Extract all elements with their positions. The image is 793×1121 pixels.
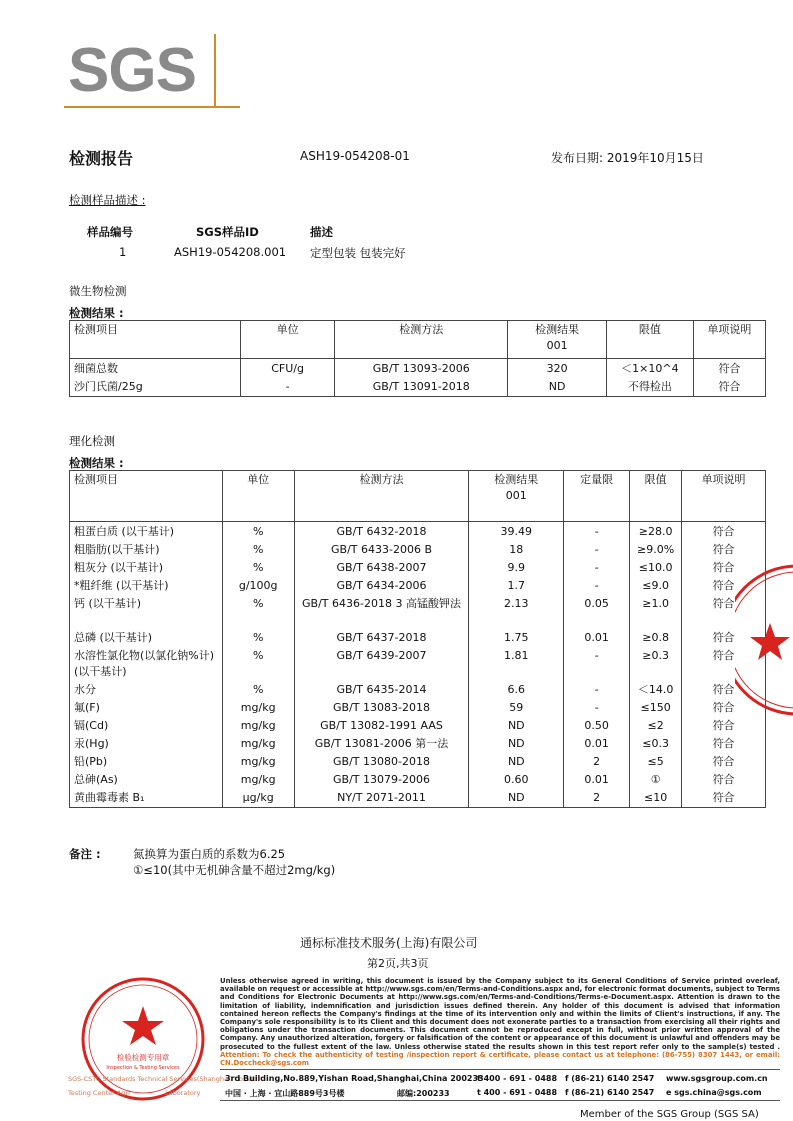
table-row: [70, 789, 766, 808]
table-cell: 1.75: [469, 629, 564, 647]
table-row: [70, 647, 766, 681]
col-header: 限值: [606, 321, 693, 359]
page-number: 第2页,共3页: [367, 957, 429, 970]
table-cell: ND: [469, 735, 564, 753]
table-cell: -: [564, 541, 630, 559]
report-number: ASH19-054208-01: [300, 149, 410, 163]
website: www.sgsgroup.com.cn: [666, 1074, 768, 1083]
table-cell: ND: [469, 753, 564, 771]
table-cell: 符合: [682, 771, 766, 789]
authenticity-attention: Attention: To check the authenticity of testing /inspection report & certificate, please contact us at telephone: (86-755) 8307 1443, or email: CN.Doccheck@sgs.com: [220, 1050, 780, 1068]
table-cell: mg/kg: [222, 735, 294, 753]
table-cell: -: [564, 577, 630, 595]
table-cell: mg/kg: [222, 699, 294, 717]
table-cell: CFU/g: [241, 359, 335, 379]
table-cell: GB/T 6435-2014: [294, 681, 469, 699]
table-cell: GB/T 13081-2006 第一法: [294, 735, 469, 753]
table-cell: ＜1×10^4: [606, 359, 693, 379]
company-name: 通标标准技术服务(上海)有限公司: [300, 936, 478, 950]
table-cell: ND: [508, 378, 607, 397]
table-cell: 粗脂肪(以干基计): [70, 541, 223, 559]
table-cell: mg/kg: [222, 771, 294, 789]
sgs-member-line: Member of the SGS Group (SGS SA): [580, 1109, 759, 1120]
table-cell: 1.81: [469, 647, 564, 681]
logo-text: SGS: [68, 36, 196, 105]
table-cell: 符合: [682, 717, 766, 735]
logo-rule-vertical: [214, 34, 216, 108]
table-row: [70, 378, 766, 397]
seal-caption-3: Laboratory: [165, 1089, 201, 1097]
sample-ref: 001: [546, 339, 568, 352]
table-cell: 符合: [682, 647, 766, 681]
col-header-text: 检测结果: [535, 323, 580, 336]
report-title: 检测报告: [69, 149, 134, 168]
table-cell: 符合: [693, 378, 765, 397]
table-cell: GB/T 13083-2018: [294, 699, 469, 717]
seal-caption-2: Testing Center Agri: [68, 1089, 130, 1097]
chem-results-table: [69, 470, 766, 808]
table-cell: -: [564, 647, 630, 681]
table-cell: 39.49: [469, 522, 564, 542]
table-cell: 0.05: [564, 595, 630, 629]
table-cell: -: [564, 681, 630, 699]
table-cell: 符合: [693, 359, 765, 379]
col-header: 检测项目: [70, 471, 223, 522]
seal-caption-1: SGS-CSTC Standards Technical Services(Shanghai) Co.,Ltd.: [68, 1075, 260, 1083]
table-cell: 沙门氏菌/25g: [70, 378, 241, 397]
table-cell: ND: [469, 789, 564, 808]
table-cell: 钙 (以干基计): [70, 595, 223, 629]
table-cell: %: [222, 559, 294, 577]
company-seal: [80, 976, 206, 1102]
table-cell: 1.7: [469, 577, 564, 595]
table-cell: 0.01: [564, 735, 630, 753]
seal-stamp-partial: [735, 555, 793, 725]
table-cell: -: [241, 378, 335, 397]
table-cell: ＜14.0: [630, 681, 682, 699]
sample-id: ASH19-054208.001: [174, 245, 287, 259]
table-cell: GB/T 6439-2007: [294, 647, 469, 681]
table-cell: 氟(F): [70, 699, 223, 717]
table-row: [70, 629, 766, 647]
table-cell: 符合: [682, 681, 766, 699]
table-cell: ≤2: [630, 717, 682, 735]
col-header: 单项说明: [693, 321, 765, 359]
seal-text-cn: 检验检测专用章: [116, 1053, 170, 1062]
table-cell: 黄曲霉毒素 B₁: [70, 789, 223, 808]
table-cell: μg/kg: [222, 789, 294, 808]
table-cell: ND: [469, 717, 564, 735]
table-row: [70, 699, 766, 717]
table-cell: GB/T 6436-2018 3 高锰酸钾法: [294, 595, 469, 629]
chem-heading: 理化检测: [69, 434, 115, 448]
table-cell: ①: [630, 771, 682, 789]
table-cell: 0.01: [564, 771, 630, 789]
table-cell: 符合: [682, 522, 766, 542]
table-cell: 59: [469, 699, 564, 717]
table-cell: GB/T 6432-2018: [294, 522, 469, 542]
col-header: [508, 321, 607, 359]
table-cell: GB/T 6433-2006 B: [294, 541, 469, 559]
table-cell: 符合: [682, 699, 766, 717]
table-cell: -: [564, 522, 630, 542]
table-cell: 2: [564, 789, 630, 808]
table-cell: ≤10: [630, 789, 682, 808]
table-cell: 符合: [682, 789, 766, 808]
table-row: [70, 717, 766, 735]
sgs-logo: [64, 34, 241, 107]
table-cell: 总砷(As): [70, 771, 223, 789]
col-header: 限值: [630, 471, 682, 522]
col-header: 检测方法: [294, 471, 469, 522]
table-cell: GB/T 13079-2006: [294, 771, 469, 789]
table-cell: -: [564, 559, 630, 577]
col-header: [469, 471, 564, 522]
table-cell: ≥0.8: [630, 629, 682, 647]
table-cell: GB/T 13091-2018: [335, 378, 508, 397]
sample-no: 1: [119, 245, 127, 259]
col-header-text: 检测结果: [494, 473, 539, 486]
table-cell: 2: [564, 753, 630, 771]
table-cell: ≥0.3: [630, 647, 682, 681]
col-header: 单位: [222, 471, 294, 522]
table-row: [70, 595, 766, 629]
table-cell: %: [222, 647, 294, 681]
table-row: [70, 559, 766, 577]
table-row: [70, 359, 766, 379]
table-cell: NY/T 2071-2011: [294, 789, 469, 808]
note-line-1: 氮换算为蛋白质的系数为6.25: [133, 847, 286, 861]
table-cell: 符合: [682, 753, 766, 771]
fax-2: f (86-21) 6140 2547: [565, 1088, 655, 1097]
table-cell: 不得检出: [606, 378, 693, 397]
table-cell: 符合: [682, 595, 766, 629]
sample-desc: 定型包装 包装完好: [310, 246, 406, 260]
table-cell: mg/kg: [222, 753, 294, 771]
col-header: 单项说明: [682, 471, 766, 522]
table-cell: ≤150: [630, 699, 682, 717]
micro-results-label: 检测结果 :: [69, 306, 124, 320]
table-cell: 9.9: [469, 559, 564, 577]
table-row: [70, 577, 766, 595]
address-en: 3rd Building,No.889,Yishan Road,Shanghai,China 200233: [225, 1074, 484, 1083]
table-cell: 水分: [70, 681, 223, 699]
table-cell: -: [564, 699, 630, 717]
table-cell: GB/T 13082-1991 AAS: [294, 717, 469, 735]
col-header: 检测方法: [335, 321, 508, 359]
table-cell: 18: [469, 541, 564, 559]
issue-date: 发布日期: 2019年10月15日: [551, 151, 704, 165]
table-cell: GB/T 6438-2007: [294, 559, 469, 577]
seal-text-en: Inspection & Testing Services: [106, 1065, 180, 1071]
terms-text: Unless otherwise agreed in writing, this document is issued by the Company subject to its General Conditions of Service printed overleaf, available on request or accessible at http://www.sgs.com/en/Terms-and-Conditions.aspx and, for electronic format documents, subject to Terms and Conditions for Electronic Documents at http://www.sgs.com/en/Terms-and-Conditions/Terms-e-Document.aspx. Attention is drawn to the limitation of liability, indemnification and jurisdiction issues defined therein. Any holder of this document is advised that information contained hereon reflects the Company's findings at the time of its intervention only and within the limits of Client's instructions, if any. The Company's sole responsibility is to its Client and this document does not exonerate parties to a transaction from exercising all their rights and obligations under the transaction documents. This document cannot be reproduced except in full, without prior written approval of the Company. Any unauthorized alteration, forgery or falsification of the content or appearance of this document is unlawful and offenders may be prosecuted to the fullest extent of the law. Unless otherwise stated the results shown in this test report refer only to the sample(s) tested .: [220, 977, 780, 1051]
table-cell: 符合: [682, 577, 766, 595]
table-cell: GB/T 6434-2006: [294, 577, 469, 595]
table-cell: ≤5: [630, 753, 682, 771]
table-cell: 2.13: [469, 595, 564, 629]
fax: f (86-21) 6140 2547: [565, 1074, 655, 1083]
terms-fine-print: [220, 977, 780, 1067]
table-cell: ≤10.0: [630, 559, 682, 577]
table-cell: 铅(Pb): [70, 753, 223, 771]
table-cell: ≤0.3: [630, 735, 682, 753]
table-cell: 粗灰分 (以干基计): [70, 559, 223, 577]
micro-results-table: [69, 320, 766, 397]
micro-heading: 微生物检测: [69, 284, 127, 298]
sample-description-heading: 检测样品描述 :: [69, 193, 146, 207]
table-cell: ≥1.0: [630, 595, 682, 629]
table-row: [70, 735, 766, 753]
col-header: 定量限: [564, 471, 630, 522]
footer-rule-2: [220, 1100, 780, 1101]
table-cell: *粗纤维 (以干基计): [70, 577, 223, 595]
table-cell: mg/kg: [222, 717, 294, 735]
col-header: 检测项目: [70, 321, 241, 359]
address-cn: 中国 · 上海 · 宜山路889号3号楼: [225, 1089, 345, 1098]
table-cell: %: [222, 541, 294, 559]
table-cell: 细菌总数: [70, 359, 241, 379]
table-row: [70, 541, 766, 559]
sample-no-header: 样品编号: [87, 225, 133, 239]
chem-results-label: 检测结果 :: [69, 456, 124, 470]
col-header: 单位: [241, 321, 335, 359]
description-header: 描述: [310, 225, 333, 239]
postcode-cn: 邮编:200233: [397, 1089, 450, 1098]
table-cell: 符合: [682, 559, 766, 577]
notes-label: 备注 :: [69, 847, 101, 861]
table-cell: g/100g: [222, 577, 294, 595]
table-cell: GB/T 13080-2018: [294, 753, 469, 771]
table-cell: 水溶性氯化物(以氯化钠%计)(以干基计): [70, 647, 223, 681]
email: e sgs.china@sgs.com: [666, 1088, 762, 1097]
table-cell: %: [222, 681, 294, 699]
footer-rule: [220, 1069, 780, 1070]
table-row: [70, 753, 766, 771]
table-cell: 符合: [682, 629, 766, 647]
table-cell: 粗蛋白质 (以干基计): [70, 522, 223, 542]
table-cell: 镉(Cd): [70, 717, 223, 735]
telephone-2: t 400 - 691 - 0488: [477, 1088, 558, 1097]
table-cell: 总磷 (以干基计): [70, 629, 223, 647]
table-cell: 汞(Hg): [70, 735, 223, 753]
table-cell: GB/T 6437-2018: [294, 629, 469, 647]
sample-ref: 001: [505, 489, 527, 502]
table-cell: 符合: [682, 541, 766, 559]
table-cell: %: [222, 595, 294, 629]
table-cell: 0.01: [564, 629, 630, 647]
table-cell: GB/T 13093-2006: [335, 359, 508, 379]
sgs-sample-id-header: SGS样品ID: [196, 225, 259, 239]
table-cell: ≥28.0: [630, 522, 682, 542]
table-cell: 320: [508, 359, 607, 379]
table-row: [70, 771, 766, 789]
table-header-row: [70, 321, 766, 359]
table-header-row: [70, 471, 766, 522]
table-cell: 6.6: [469, 681, 564, 699]
table-cell: 0.60: [469, 771, 564, 789]
table-row: [70, 522, 766, 542]
table-cell: %: [222, 629, 294, 647]
table-row: [70, 681, 766, 699]
telephone: t 400 - 691 - 0488: [477, 1074, 558, 1083]
table-cell: %: [222, 522, 294, 542]
table-cell: ≥9.0%: [630, 541, 682, 559]
table-cell: 符合: [682, 735, 766, 753]
table-cell: 0.50: [564, 717, 630, 735]
table-cell: ≤9.0: [630, 577, 682, 595]
note-line-2: ①≤10(其中无机砷含量不超过2mg/kg): [133, 863, 336, 877]
